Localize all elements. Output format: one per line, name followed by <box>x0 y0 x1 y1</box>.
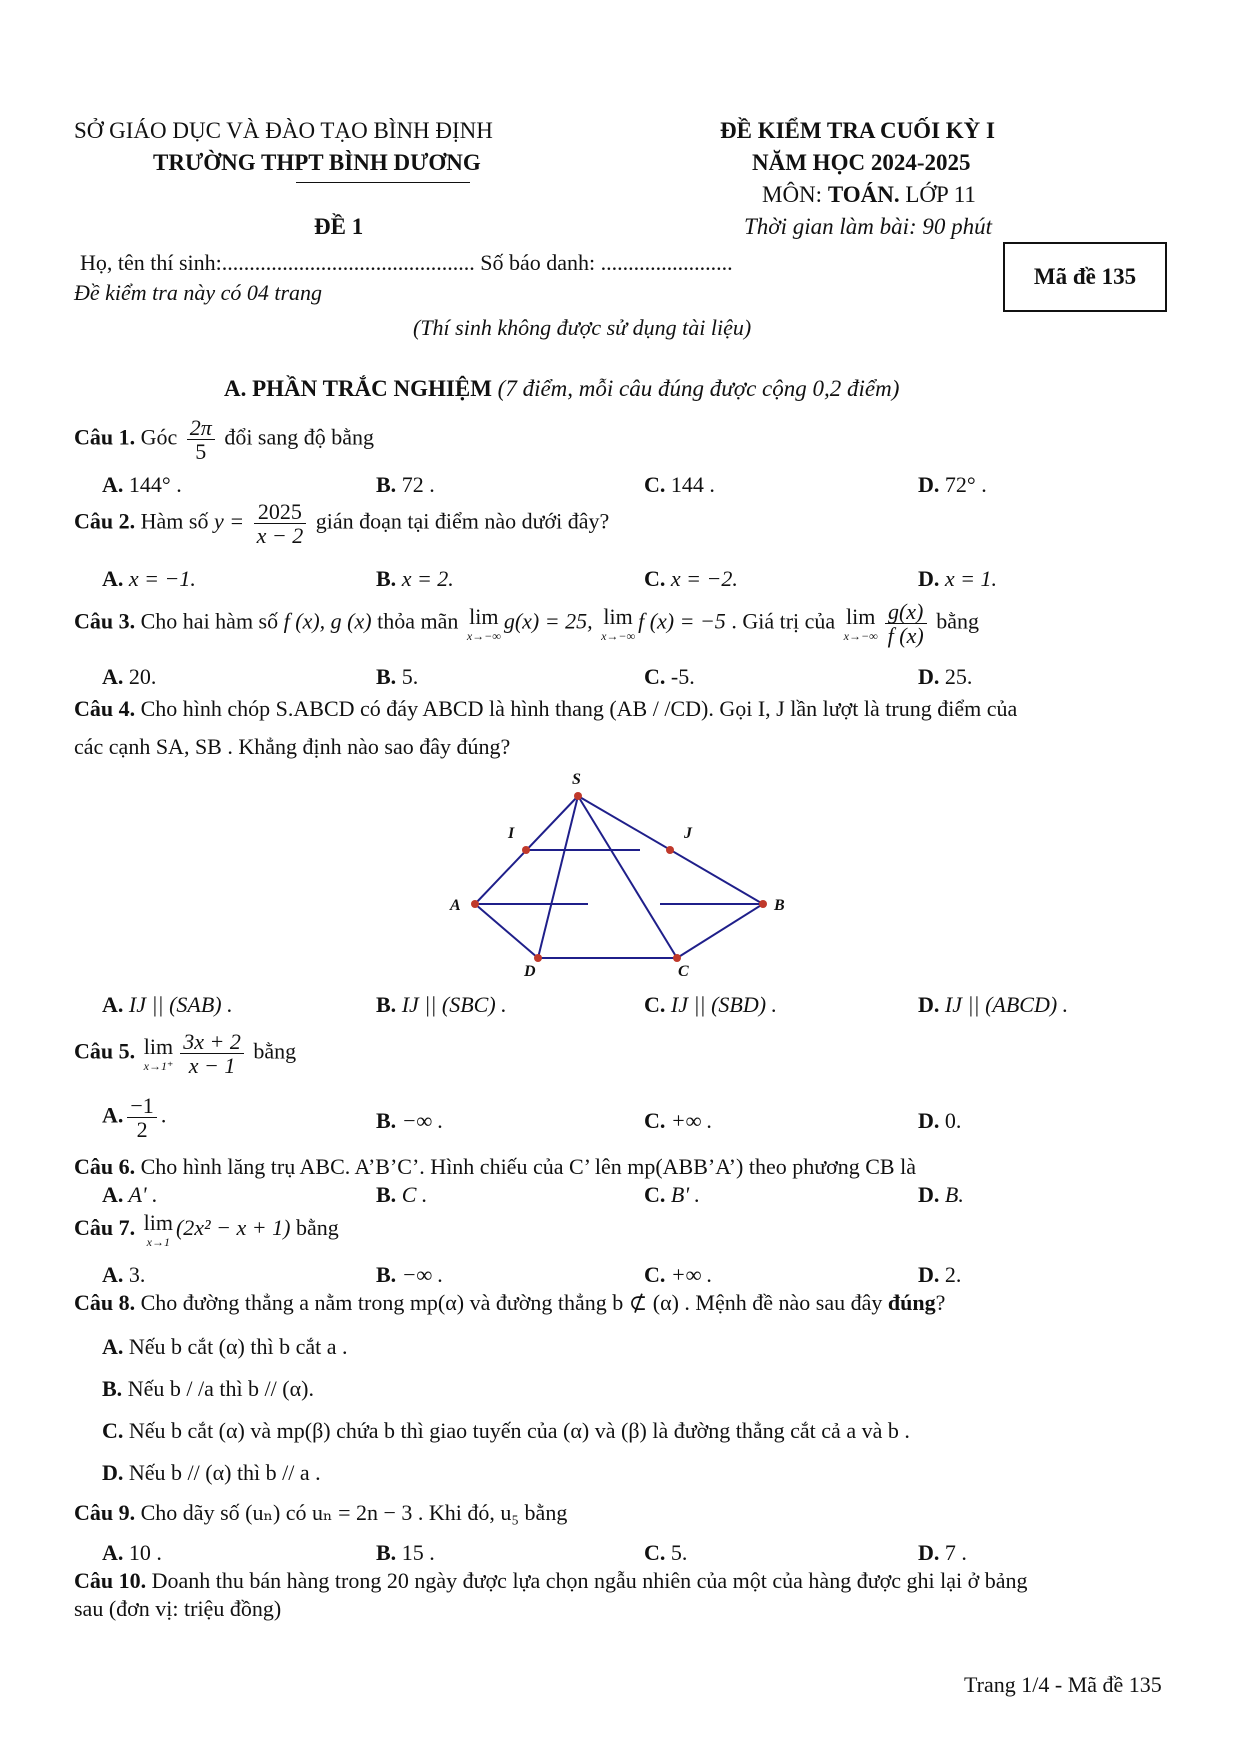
q7-lim: lim x→1 <box>143 1210 173 1249</box>
label-S: S <box>572 771 581 788</box>
no-documents-note: (Thí sinh không được sử dụng tài liệu) <box>413 315 752 340</box>
q3-mid2: . Giá trị của <box>725 608 841 634</box>
subject-line <box>762 182 976 208</box>
pyramid-figure <box>430 770 810 980</box>
q7-expr: (2x² − x + 1) <box>175 1215 291 1241</box>
exam-title: ĐỀ KIỂM TRA CUỐI KỲ I <box>720 118 995 143</box>
point-C <box>673 954 681 962</box>
q3-option-d[interactable]: D. 25. <box>918 664 973 689</box>
q8-label: Câu 8. <box>74 1290 136 1315</box>
q5-post: bằng <box>247 1038 297 1064</box>
q2-option-d[interactable]: D. x = 1. <box>918 566 998 591</box>
q3-option-b[interactable]: B. 5. <box>376 664 419 689</box>
edge-SC <box>578 796 677 958</box>
school-underline <box>296 182 470 183</box>
q9-option-a[interactable]: A. 10 . <box>102 1540 162 1565</box>
question-5 <box>74 1030 296 1077</box>
q9-option-d[interactable]: D. 7 . <box>918 1540 967 1565</box>
question-4 <box>74 696 1017 722</box>
q8-qm: ? <box>935 1290 946 1315</box>
school-name: TRƯỜNG THPT BÌNH DƯƠNG <box>153 150 481 175</box>
q2-post: gián đoạn tại điểm nào dưới đây? <box>315 508 610 534</box>
label-J: J <box>684 825 692 842</box>
q9-option-c[interactable]: C. 5. <box>644 1540 688 1565</box>
q3-lim-1: lim x→−∞ <box>466 603 501 643</box>
q2-num: 2025 <box>254 500 307 524</box>
q7-option-d[interactable]: D. 2. <box>918 1262 962 1287</box>
q1-option-c[interactable]: C. 144 . <box>644 472 715 497</box>
q2-fraction <box>254 500 307 547</box>
point-A <box>471 900 479 908</box>
exam-number: ĐỀ 1 <box>314 214 364 239</box>
q8-option-c[interactable]: C. Nếu b cắt (α) và mp(β) chứa b thì giao tuyến của (α) và (β) là đường thẳng cắt cả a và b . <box>102 1418 910 1443</box>
subject-prefix: MÔN: <box>762 182 828 207</box>
school-year: NĂM HỌC 2024-2025 <box>752 150 971 175</box>
q4-option-a[interactable]: A. IJ || (SAB) . <box>102 992 233 1017</box>
section-note: (7 điểm, mỗi câu đúng được cộng 0,2 điểm) <box>491 376 900 401</box>
section-heading <box>224 376 899 402</box>
q1-pre: Góc <box>135 424 178 450</box>
question-10 <box>74 1568 1028 1594</box>
candidate-line: Họ, tên thí sinh:.............................................. Số báo danh: ........................ <box>80 250 733 275</box>
question-1 <box>74 416 374 463</box>
label-C: C <box>678 963 689 980</box>
q2-option-c[interactable]: C. x = −2. <box>644 566 738 591</box>
q2-den: x − 2 <box>256 523 304 549</box>
q4-option-b[interactable]: B. IJ || (SBC) . <box>376 992 507 1017</box>
q10-line2: sau (đơn vị: triệu đồng) <box>74 1596 282 1621</box>
q2-option-a[interactable]: A. x = −1. <box>102 566 196 591</box>
q5-a-fraction: $\frac{-1}{2}$ <box>127 1094 156 1141</box>
page-footer: Trang 1/4 - Mã đề 135 <box>964 1672 1162 1697</box>
q7-post: bằng <box>290 1215 339 1241</box>
q5-fraction: $\frac{3x + 2}{x - 1}$ <box>180 1030 244 1077</box>
question-2 <box>74 500 609 547</box>
grade: LỚP 11 <box>899 182 976 207</box>
q3-label: Câu 3. <box>74 608 136 634</box>
q3-mid: thỏa mãn <box>371 608 464 634</box>
q5-option-d[interactable]: D. 0. <box>918 1108 962 1133</box>
subject: TOÁN. <box>827 182 900 207</box>
point-B <box>759 900 767 908</box>
q4-label: Câu 4. <box>74 696 136 721</box>
q1-fraction <box>187 416 215 463</box>
q3-lim-2: lim x→−∞ <box>601 603 636 643</box>
q8-bold: đúng <box>887 1290 936 1315</box>
edge-AD <box>475 904 538 958</box>
edge-CB <box>677 904 763 958</box>
q1-den: 5 <box>195 439 207 465</box>
q6-option-c[interactable]: C. B' . <box>644 1182 701 1207</box>
pages-note: Đề kiểm tra này có 04 trang <box>74 280 323 305</box>
q3-option-a[interactable]: A. 20. <box>102 664 157 689</box>
q2-pre: Hàm số <box>135 508 214 534</box>
q5-option-b[interactable]: B. −∞ . <box>376 1108 444 1133</box>
q4-option-c[interactable]: C. IJ || (SBD) . <box>644 992 778 1017</box>
point-S <box>574 792 582 800</box>
q7-label: Câu 7. <box>74 1215 136 1241</box>
question-9 <box>74 1500 567 1526</box>
q4-line1: Cho hình chóp S.ABCD có đáy ABCD là hình thang (AB / /CD). Gọi I, J lần lượt là trung điểm của <box>135 696 1018 721</box>
q8-option-b[interactable]: B. Nếu b / /a thì b // (α). <box>102 1376 314 1401</box>
exam-code: Mã đề 135 <box>1033 264 1137 289</box>
q5-label: Câu 5. <box>74 1038 136 1064</box>
q2-label: Câu 2. <box>74 508 136 534</box>
q3-post: bằng <box>930 608 979 634</box>
q7-option-a[interactable]: A. 3. <box>102 1262 146 1287</box>
label-A: A <box>450 897 461 914</box>
q1-option-a[interactable]: A. 144° . <box>102 472 182 497</box>
q2-option-b[interactable]: B. x = 2. <box>376 566 454 591</box>
edge-SD <box>538 796 578 958</box>
label-B: B <box>774 897 785 914</box>
exam-duration: Thời gian làm bài: 90 phút <box>744 214 993 239</box>
q3-fg: f (x), g (x) <box>283 608 372 634</box>
q8-option-a[interactable]: A. Nếu b cắt (α) thì b cắt a . <box>102 1334 348 1359</box>
point-J <box>666 846 674 854</box>
q1-label: Câu 1. <box>74 424 136 450</box>
q6-option-d[interactable]: D. B. <box>918 1182 964 1207</box>
q1-num: 2π <box>187 416 215 440</box>
q1-option-d[interactable]: D. 72° . <box>918 472 987 497</box>
q5-lim: lim x→1⁺ <box>143 1033 174 1073</box>
q3-f-limit: f (x) = −5 <box>638 608 726 634</box>
q8-option-d[interactable]: D. Nếu b // (α) thì b // a . <box>102 1460 321 1485</box>
q6-text: Cho hình lăng trụ ABC. A’B’C’. Hình chiếu của C’ lên mp(ABB’A’) theo phương CB là <box>135 1154 916 1179</box>
q10-label: Câu 10. <box>74 1568 147 1593</box>
q3-pre: Cho hai hàm số <box>135 608 284 634</box>
dept-name: SỞ GIÁO DỤC VÀ ĐÀO TẠO BÌNH ĐỊNH <box>74 118 493 143</box>
q10-line1: Doanh thu bán hàng trong 20 ngày được lựa chọn ngẫu nhiên của một của hàng được ghi lại ở bảng <box>146 1568 1028 1593</box>
exam-code-box <box>1003 242 1167 312</box>
label-I: I <box>508 825 515 842</box>
q2-y: y = <box>213 508 245 534</box>
label-D: D <box>524 963 536 980</box>
q7-option-c[interactable]: C. +∞ . <box>644 1262 713 1287</box>
q3-lim-3: lim x→−∞ <box>843 603 878 643</box>
question-8 <box>74 1290 945 1316</box>
q9-option-b[interactable]: B. 15 . <box>376 1540 435 1565</box>
q9-label: Câu 9. <box>74 1500 136 1525</box>
section-title: A. PHẦN TRẮC NGHIỆM <box>224 376 492 401</box>
question-3 <box>74 600 979 647</box>
q1-option-b[interactable]: B. 72 . <box>376 472 435 497</box>
q4-option-d[interactable]: D. IJ || (ABCD) . <box>918 992 1069 1017</box>
q4-line2: các cạnh SA, SB . Khẳng định nào sao đây đúng? <box>74 734 511 759</box>
q3-option-c[interactable]: C. -5. <box>644 664 695 689</box>
q3-g-limit: g(x) = 25, <box>503 608 593 634</box>
question-6 <box>74 1154 916 1180</box>
q1-post: đổi sang độ bằng <box>224 424 375 450</box>
q5-option-a[interactable]: A. $\frac{-1}{2}$ . <box>102 1093 167 1143</box>
q6-option-b[interactable]: B. C . <box>376 1182 428 1207</box>
q7-option-b[interactable]: B. −∞ . <box>376 1262 444 1287</box>
point-D <box>534 954 542 962</box>
q8-text: Cho đường thẳng a nằm trong mp(α) và đường thẳng b ⊄ (α) . Mệnh đề nào sau đây <box>135 1290 888 1315</box>
q5-option-c[interactable]: C. +∞ . <box>644 1108 713 1133</box>
q9-text: Cho dãy số (uₙ) có uₙ = 2n − 3 . Khi đó, u₅ bằng <box>135 1500 568 1525</box>
q6-option-a[interactable]: A. A' . <box>102 1182 158 1207</box>
question-7 <box>74 1212 339 1248</box>
q6-label: Câu 6. <box>74 1154 136 1179</box>
q3-fraction: $\frac{g(x)}{f (x)}$ <box>885 600 927 647</box>
point-I <box>522 846 530 854</box>
